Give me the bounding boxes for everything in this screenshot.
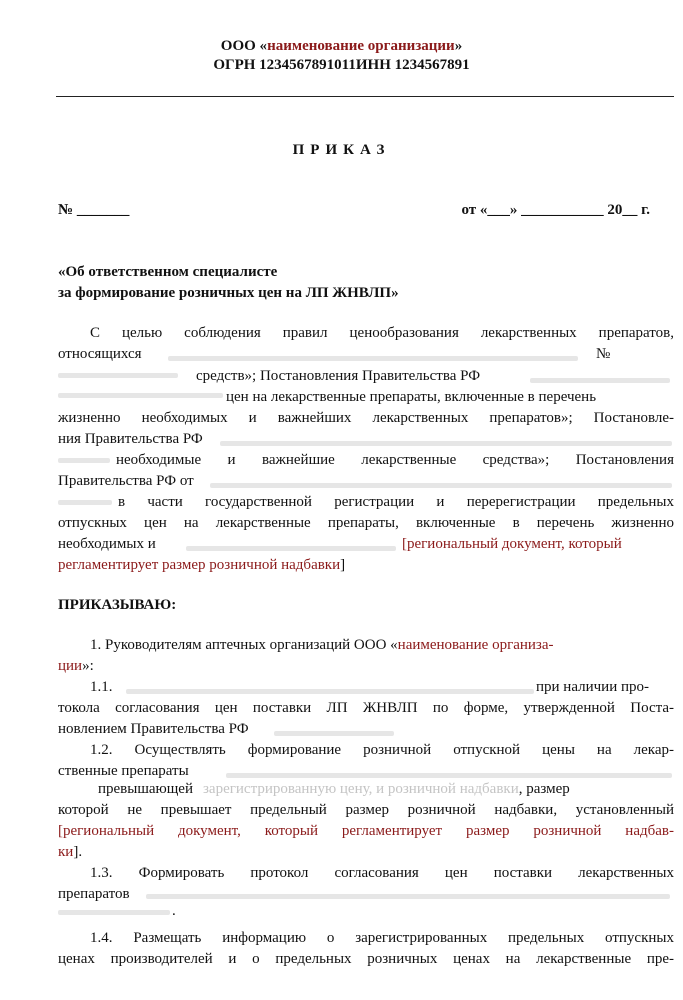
item-1-1-label: 1.1. [90,679,113,695]
regional-doc-placeholder-2: [региональный документ, который регламентирует размер розничной надбав- [58,823,674,839]
faded-text-line [58,373,178,378]
order-number: № _______ [58,202,130,218]
subject-line-2: за формирование розничных цен на ЛП ЖНВЛП» [58,285,399,301]
item-1-line-1: 1. Руководителям аптечных организаций ООО «наименование организа- [90,637,554,653]
order-word: ПРИКАЗЫВАЮ: [58,597,177,613]
faded-text-line [220,441,672,446]
document-title: ПРИКАЗ [292,142,391,158]
faded-text-line [530,378,670,383]
item-1-1-line-2: токола согласования цен поставки ЛП ЖНВЛП по форме, утвержденной Поста- [58,700,674,716]
org-name-placeholder: наименование организации [267,38,455,54]
subject-line-1: «Об ответственном специалисте [58,264,278,280]
order-subject [58,262,399,304]
item-1-1-line-3: новлением Правительства РФ [58,721,249,737]
item-1-3-line-2: препаратов [58,886,130,902]
preamble-line-3: средств»; Постановления Правительства РФ [196,368,481,384]
header-divider [56,96,674,97]
item-1-2-line-6: ки]. [58,844,83,860]
faded-text-line [168,356,578,361]
regional-doc-placeholder-1: [региональный документ, который [402,536,622,552]
preamble-line-5: жизненно необходимых и важнейших лекарственных препаратов»; Постановле- [58,410,674,426]
item-1-2-line-4: которой не превышает предельный размер розничной надбавки, установленный [58,802,674,818]
item-1-line-2: ции»: [58,658,94,674]
preamble-line-7: необходимые и важнейшие лекарственные средства»; Постановления [116,452,674,468]
preamble-line-2a: относящихся [58,346,142,362]
item-1-4-line-2: ценах производителей и о предельных розничных ценах на лекарственные пре- [58,951,674,967]
faded-text-line [274,731,394,736]
item-1-2-line-1: 1.2. Осуществлять формирование розничной отпускной цены на лекар- [90,742,674,758]
item-1-3-period: . [172,903,176,919]
preamble-line-4: цен на лекарственные препараты, включенные в перечень [226,389,597,405]
preamble-line-10: отпускных цен на лекарственные препараты, включенные в перечень жизненно [58,515,674,531]
faded-text-line [186,546,396,551]
faded-text-line [226,773,672,778]
faded-text-line [58,393,223,398]
order-number-row [58,202,650,219]
org-suffix: » [454,38,463,54]
ogrn-line: ОГРН 1234567891011ИНН 1234567891 [213,57,470,73]
item-1-1-line-1: при наличии про- [536,679,650,695]
faded-text-line [58,458,110,463]
preamble-line-8: Правительства РФ от [58,473,194,489]
org-prefix: ООО « [220,38,268,54]
preamble-line-6: ния Правительства РФ [58,431,203,447]
faded-text-line [126,689,534,694]
faded-text-line [210,483,672,488]
faded-text-line [58,910,170,915]
order-date: от «___» ___________ 20__ г. [461,202,650,218]
item-1-2-line-2: ственные препараты [58,763,189,779]
preamble-line-2b: № [596,346,611,362]
item-1-2-line-3: превышающей зарегистрированную цену, и розничной надбавки, размер [98,781,570,797]
org-header [0,38,683,55]
preamble-line-11a: необходимых и [58,536,156,552]
item-1-3-line-1: 1.3. Формировать протокол согласования цен поставки лекарственных [90,865,674,881]
preamble-line-9: в части государственной регистрации и перерегистрации предельных [118,494,674,510]
preamble-line-12: регламентирует размер розничной надбавки] [58,557,346,573]
faded-text-line [146,894,670,899]
item-1-4-line-1: 1.4. Размещать информацию о зарегистрированных предельных отпускных [90,930,674,946]
faded-text-line [58,500,112,505]
preamble-line-1: С целью соблюдения правил ценообразования лекарственных препаратов, [90,325,674,341]
